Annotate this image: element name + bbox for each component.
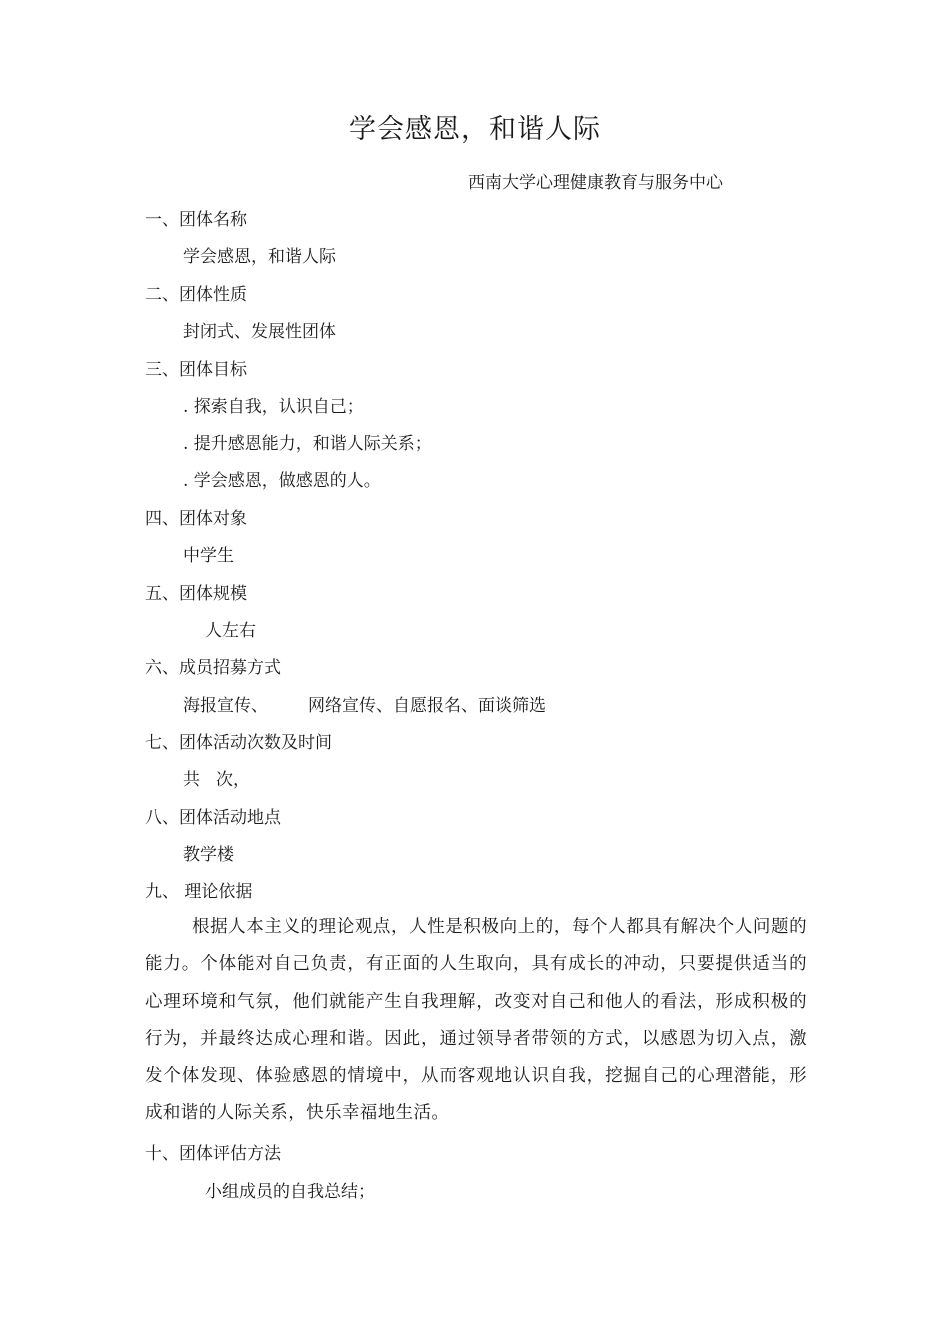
sessions-part-a: 共 bbox=[183, 770, 200, 790]
section-heading-target: 四、团体对象 bbox=[145, 509, 247, 529]
goal-item: . 学会感恩，做感恩的人。 bbox=[183, 471, 381, 491]
sessions-part-b: 次， bbox=[216, 770, 250, 790]
recruit-part-b: 网络宣传、自愿报名、面谈筛选 bbox=[308, 696, 546, 716]
recruit-part-a: 海报宣传、 bbox=[183, 696, 268, 716]
section-heading-nature: 二、团体性质 bbox=[145, 285, 247, 305]
section-heading-recruit: 六、成员招募方式 bbox=[145, 658, 281, 678]
section-body-recruit bbox=[183, 693, 546, 719]
section-heading-theory: 九、 理论依据 bbox=[145, 882, 253, 902]
section-heading-location: 八、团体活动地点 bbox=[145, 808, 281, 828]
section-body-nature: 封闭式、发展性团体 bbox=[183, 322, 336, 342]
theory-paragraph: 根据人本主义的理论观点，人性是积极向上的，每个人都具有解决个人问题的能力。个体能对自己负责，有正面的人生取向，具有成长的冲动，只要提供适当的心理环境和气氛，他们就能产生自我理解，改变对自己和他人的看法，形成积极的行为，并最终达成心理和谐。因此，通过领导者带领的方式，以感恩为切入点，激发个体发现、体验感恩的情境中，从而客观地认识自我，挖掘自己的心理潜能，形成和谐的人际关系，快乐幸福地生活。 bbox=[145, 917, 807, 1124]
goal-item: . 提升感恩能力，和谐人际关系； bbox=[183, 434, 432, 454]
organization-name: 西南大学心理健康教育与服务中心 bbox=[468, 173, 723, 193]
section-body-scale: 人左右 bbox=[205, 621, 256, 641]
goal-item: . 探索自我，认识自己； bbox=[183, 397, 364, 417]
section-body-location: 教学楼 bbox=[183, 845, 234, 865]
section-heading-goals: 三、团体目标 bbox=[145, 360, 247, 380]
section-heading-scale: 五、团体规模 bbox=[145, 584, 247, 604]
section-body-sessions bbox=[183, 767, 250, 793]
section-body-name: 学会感恩，和谐人际 bbox=[183, 247, 336, 267]
section-body-evaluation: 小组成员的自我总结； bbox=[205, 1182, 375, 1202]
section-heading-name: 一、团体名称 bbox=[145, 210, 247, 230]
section-body-target: 中学生 bbox=[183, 546, 234, 566]
section-heading-sessions: 七、团体活动次数及时间 bbox=[145, 733, 332, 753]
document-title: 学会感恩，和谐人际 bbox=[349, 114, 601, 145]
section-heading-evaluation: 十、团体评估方法 bbox=[145, 1144, 281, 1164]
